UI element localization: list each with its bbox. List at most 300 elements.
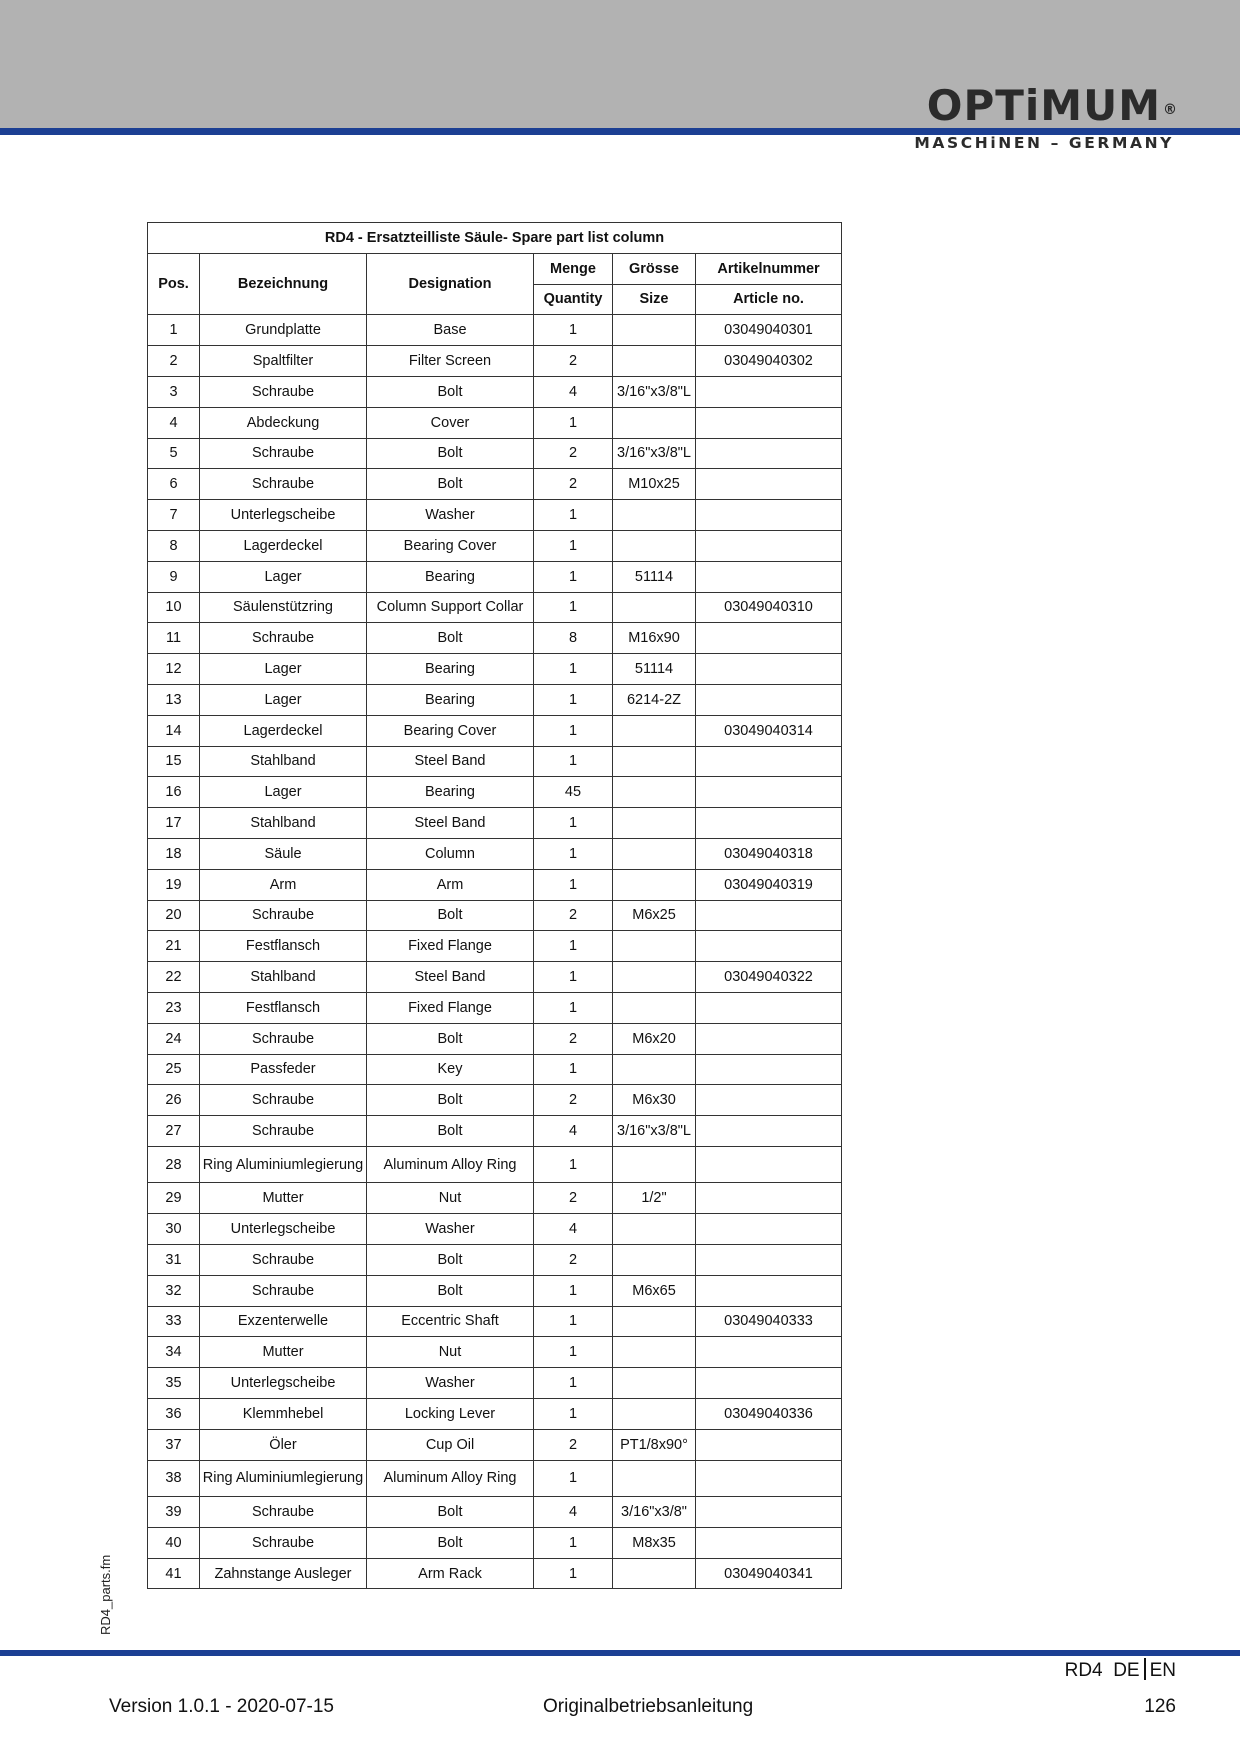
table-row [148, 438, 842, 469]
source-file-label: RD4_parts.fm [98, 1554, 113, 1635]
table-row [148, 346, 842, 377]
cell-bezeichnung: Passfeder [200, 1054, 367, 1085]
cell-size [613, 1054, 696, 1085]
cell-article-no [696, 623, 842, 654]
footer-manual-title: Originalbetriebsanleitung [543, 1696, 754, 1717]
cell-quantity: 1 [534, 1146, 613, 1183]
table-row [148, 530, 842, 561]
cell-quantity: 1 [534, 1337, 613, 1368]
cell-bezeichnung: Exzenterwelle [200, 1306, 367, 1337]
table-row [148, 315, 842, 346]
cell-article-no: 03049040318 [696, 838, 842, 869]
cell-size [613, 1214, 696, 1245]
cell-quantity: 1 [534, 530, 613, 561]
cell-pos: 20 [148, 900, 200, 931]
cell-designation: Nut [367, 1183, 534, 1214]
cell-pos: 40 [148, 1527, 200, 1558]
cell-quantity: 1 [534, 315, 613, 346]
cell-size: 1/2" [613, 1183, 696, 1214]
cell-quantity: 1 [534, 1275, 613, 1306]
cell-designation: Bolt [367, 623, 534, 654]
cell-article-no [696, 530, 842, 561]
cell-article-no: 03049040333 [696, 1306, 842, 1337]
cell-quantity: 1 [534, 838, 613, 869]
cell-article-no [696, 1085, 842, 1116]
cell-size: 3/16"x3/8"L [613, 438, 696, 469]
cell-article-no [696, 654, 842, 685]
cell-pos: 39 [148, 1497, 200, 1528]
cell-bezeichnung: Unterlegscheibe [200, 1214, 367, 1245]
cell-article-no [696, 1023, 842, 1054]
cell-size: 3/16"x3/8"L [613, 1116, 696, 1147]
cell-article-no [696, 931, 842, 962]
cell-quantity: 1 [534, 500, 613, 531]
cell-bezeichnung: Lager [200, 654, 367, 685]
table-row [148, 931, 842, 962]
cell-bezeichnung: Mutter [200, 1183, 367, 1214]
cell-bezeichnung: Grundplatte [200, 315, 367, 346]
cell-quantity: 2 [534, 1023, 613, 1054]
cell-pos: 35 [148, 1368, 200, 1399]
cell-article-no [696, 561, 842, 592]
cell-pos: 4 [148, 407, 200, 438]
cell-quantity: 1 [534, 808, 613, 839]
cell-designation: Column [367, 838, 534, 869]
footer-page-number: 126 [1144, 1696, 1176, 1717]
cell-designation: Eccentric Shaft [367, 1306, 534, 1337]
cell-size [613, 1245, 696, 1276]
cell-quantity: 1 [534, 746, 613, 777]
cell-size: M10x25 [613, 469, 696, 500]
table-row [148, 1429, 842, 1460]
cell-bezeichnung: Schraube [200, 1275, 367, 1306]
cell-bezeichnung: Stahlband [200, 746, 367, 777]
cell-quantity: 1 [534, 1368, 613, 1399]
cell-article-no [696, 746, 842, 777]
cell-quantity: 2 [534, 346, 613, 377]
cell-quantity: 1 [534, 654, 613, 685]
cell-size [613, 838, 696, 869]
cell-designation: Steel Band [367, 808, 534, 839]
cell-size [613, 962, 696, 993]
cell-bezeichnung: Ring Aluminiumlegierung [200, 1146, 367, 1183]
cell-pos: 9 [148, 561, 200, 592]
cell-size [613, 1146, 696, 1183]
table-row [148, 561, 842, 592]
cell-article-no [696, 1183, 842, 1214]
table-row [148, 1023, 842, 1054]
cell-pos: 29 [148, 1183, 200, 1214]
cell-designation: Bolt [367, 1497, 534, 1528]
header-designation: Designation [367, 253, 534, 315]
cell-pos: 41 [148, 1558, 200, 1589]
cell-article-no [696, 376, 842, 407]
cell-bezeichnung: Lager [200, 684, 367, 715]
cell-bezeichnung: Schraube [200, 623, 367, 654]
cell-size [613, 777, 696, 808]
cell-designation: Bolt [367, 1527, 534, 1558]
cell-pos: 11 [148, 623, 200, 654]
cell-designation: Washer [367, 500, 534, 531]
cell-bezeichnung: Stahlband [200, 962, 367, 993]
table-title: RD4 - Ersatzteilliste Säule- Spare part list column [148, 223, 842, 254]
cell-pos: 22 [148, 962, 200, 993]
cell-bezeichnung: Schraube [200, 376, 367, 407]
cell-quantity: 1 [534, 1398, 613, 1429]
header-artikelnummer: Artikelnummer [696, 253, 842, 284]
cell-designation: Nut [367, 1337, 534, 1368]
cell-quantity: 1 [534, 1558, 613, 1589]
cell-quantity: 1 [534, 592, 613, 623]
cell-article-no [696, 992, 842, 1023]
cell-pos: 31 [148, 1245, 200, 1276]
cell-bezeichnung: Abdeckung [200, 407, 367, 438]
cell-designation: Bearing Cover [367, 530, 534, 561]
table-row [148, 623, 842, 654]
cell-pos: 17 [148, 808, 200, 839]
cell-pos: 7 [148, 500, 200, 531]
cell-article-no [696, 1146, 842, 1183]
cell-bezeichnung: Säulenstützring [200, 592, 367, 623]
cell-bezeichnung: Schraube [200, 900, 367, 931]
cell-designation: Column Support Collar [367, 592, 534, 623]
cell-article-no [696, 500, 842, 531]
table-row [148, 962, 842, 993]
cell-bezeichnung: Unterlegscheibe [200, 500, 367, 531]
cell-quantity: 4 [534, 1116, 613, 1147]
table-row [148, 715, 842, 746]
table-row [148, 469, 842, 500]
cell-size: M6x25 [613, 900, 696, 931]
cell-quantity: 1 [534, 715, 613, 746]
cell-pos: 12 [148, 654, 200, 685]
header-menge: Menge [534, 253, 613, 284]
cell-pos: 5 [148, 438, 200, 469]
footer-version: Version 1.0.1 - 2020-07-15 [109, 1696, 334, 1717]
table-row [148, 684, 842, 715]
cell-article-no: 03049040302 [696, 346, 842, 377]
cell-bezeichnung: Schraube [200, 438, 367, 469]
cell-article-no [696, 1368, 842, 1399]
cell-quantity: 1 [534, 684, 613, 715]
table-row [148, 1245, 842, 1276]
table-row [148, 654, 842, 685]
cell-quantity: 8 [534, 623, 613, 654]
header-pos: Pos. [148, 253, 200, 315]
cell-quantity: 2 [534, 438, 613, 469]
cell-article-no [696, 808, 842, 839]
header-bezeichnung: Bezeichnung [200, 253, 367, 315]
cell-bezeichnung: Arm [200, 869, 367, 900]
cell-size: 51114 [613, 561, 696, 592]
table-row [148, 1398, 842, 1429]
table-row [148, 992, 842, 1023]
cell-size [613, 1398, 696, 1429]
header-quantity: Quantity [534, 284, 613, 315]
cell-bezeichnung: Spaltfilter [200, 346, 367, 377]
cell-article-no [696, 469, 842, 500]
cell-designation: Bolt [367, 1245, 534, 1276]
cell-pos: 16 [148, 777, 200, 808]
table-row [148, 1183, 842, 1214]
table-row [148, 746, 842, 777]
table-row [148, 1085, 842, 1116]
table-row [148, 777, 842, 808]
table-row [148, 1214, 842, 1245]
cell-size: M6x30 [613, 1085, 696, 1116]
cell-pos: 23 [148, 992, 200, 1023]
footer-rule [0, 1650, 1240, 1656]
cell-quantity: 1 [534, 561, 613, 592]
cell-article-no [696, 438, 842, 469]
cell-quantity: 1 [534, 1460, 613, 1497]
cell-size [613, 1558, 696, 1589]
cell-designation: Steel Band [367, 962, 534, 993]
cell-size [613, 530, 696, 561]
table-body [148, 315, 842, 1589]
cell-bezeichnung: Ring Aluminiumlegierung [200, 1460, 367, 1497]
cell-article-no: 03049040319 [696, 869, 842, 900]
brand-registered-mark: ® [1163, 102, 1178, 118]
cell-pos: 32 [148, 1275, 200, 1306]
cell-designation: Bolt [367, 1275, 534, 1306]
cell-article-no [696, 1497, 842, 1528]
cell-pos: 24 [148, 1023, 200, 1054]
cell-article-no [696, 1337, 842, 1368]
cell-designation: Bolt [367, 1116, 534, 1147]
footer-lang-de: DE [1113, 1660, 1140, 1681]
cell-designation: Bolt [367, 469, 534, 500]
cell-pos: 38 [148, 1460, 200, 1497]
table-row [148, 1054, 842, 1085]
cell-pos: 30 [148, 1214, 200, 1245]
cell-pos: 18 [148, 838, 200, 869]
cell-quantity: 1 [534, 1054, 613, 1085]
cell-quantity: 1 [534, 1527, 613, 1558]
cell-pos: 37 [148, 1429, 200, 1460]
cell-bezeichnung: Schraube [200, 1023, 367, 1054]
cell-quantity: 4 [534, 376, 613, 407]
table-row [148, 376, 842, 407]
table-row [148, 1306, 842, 1337]
cell-pos: 27 [148, 1116, 200, 1147]
footer-lang-separator [1144, 1658, 1146, 1680]
cell-quantity: 1 [534, 1306, 613, 1337]
cell-size: M6x20 [613, 1023, 696, 1054]
cell-article-no [696, 1245, 842, 1276]
cell-size: 51114 [613, 654, 696, 685]
table-row [148, 592, 842, 623]
cell-pos: 36 [148, 1398, 200, 1429]
cell-size: M16x90 [613, 623, 696, 654]
cell-size: M8x35 [613, 1527, 696, 1558]
cell-bezeichnung: Säule [200, 838, 367, 869]
cell-article-no: 03049040336 [696, 1398, 842, 1429]
cell-size: M6x65 [613, 1275, 696, 1306]
header-article-no: Article no. [696, 284, 842, 315]
cell-bezeichnung: Zahnstange Ausleger [200, 1558, 367, 1589]
cell-pos: 33 [148, 1306, 200, 1337]
cell-size [613, 869, 696, 900]
brand-logo [878, 82, 1178, 162]
cell-designation: Fixed Flange [367, 992, 534, 1023]
cell-bezeichnung: Öler [200, 1429, 367, 1460]
cell-size: 3/16"x3/8"L [613, 376, 696, 407]
table-row [148, 869, 842, 900]
cell-quantity: 1 [534, 931, 613, 962]
cell-bezeichnung: Festflansch [200, 992, 367, 1023]
table-row [148, 1460, 842, 1497]
cell-designation: Bolt [367, 1085, 534, 1116]
cell-article-no [696, 407, 842, 438]
cell-bezeichnung: Schraube [200, 1116, 367, 1147]
cell-size [613, 1306, 696, 1337]
cell-bezeichnung: Lagerdeckel [200, 715, 367, 746]
cell-size [613, 1368, 696, 1399]
table-row [148, 500, 842, 531]
cell-designation: Bearing [367, 654, 534, 685]
cell-pos: 25 [148, 1054, 200, 1085]
cell-pos: 13 [148, 684, 200, 715]
cell-designation: Key [367, 1054, 534, 1085]
brand-name: OPTiMUM [926, 81, 1161, 130]
cell-designation: Steel Band [367, 746, 534, 777]
cell-bezeichnung: Mutter [200, 1337, 367, 1368]
cell-article-no [696, 1275, 842, 1306]
cell-designation: Aluminum Alloy Ring [367, 1146, 534, 1183]
cell-designation: Base [367, 315, 534, 346]
cell-size [613, 808, 696, 839]
cell-quantity: 2 [534, 1429, 613, 1460]
table-row [148, 1527, 842, 1558]
cell-bezeichnung: Schraube [200, 1085, 367, 1116]
cell-bezeichnung: Festflansch [200, 931, 367, 962]
table-row [148, 1558, 842, 1589]
cell-designation: Filter Screen [367, 346, 534, 377]
cell-article-no: 03049040322 [696, 962, 842, 993]
cell-pos: 2 [148, 346, 200, 377]
cell-designation: Bearing [367, 777, 534, 808]
cell-pos: 15 [148, 746, 200, 777]
cell-size [613, 715, 696, 746]
cell-designation: Locking Lever [367, 1398, 534, 1429]
cell-designation: Cup Oil [367, 1429, 534, 1460]
cell-designation: Aluminum Alloy Ring [367, 1460, 534, 1497]
cell-designation: Bearing Cover [367, 715, 534, 746]
cell-bezeichnung: Schraube [200, 1527, 367, 1558]
cell-designation: Bearing [367, 561, 534, 592]
footer-lang-en: EN [1149, 1660, 1176, 1681]
cell-size [613, 746, 696, 777]
cell-article-no [696, 1214, 842, 1245]
cell-size [613, 500, 696, 531]
cell-quantity: 1 [534, 407, 613, 438]
table-row [148, 808, 842, 839]
cell-quantity: 2 [534, 1245, 613, 1276]
cell-pos: 28 [148, 1146, 200, 1183]
cell-quantity: 2 [534, 900, 613, 931]
cell-size [613, 592, 696, 623]
table-row [148, 1275, 842, 1306]
table-row [148, 1116, 842, 1147]
footer-model: RD4 [1064, 1660, 1103, 1681]
cell-designation: Bolt [367, 1023, 534, 1054]
cell-size: 6214-2Z [613, 684, 696, 715]
cell-bezeichnung: Lager [200, 777, 367, 808]
spare-parts-table [147, 222, 842, 1589]
cell-bezeichnung: Unterlegscheibe [200, 1368, 367, 1399]
brand-subtitle: MASCHiNEN – GERMANY [914, 134, 1174, 152]
cell-article-no [696, 1116, 842, 1147]
cell-bezeichnung: Schraube [200, 469, 367, 500]
cell-quantity: 1 [534, 962, 613, 993]
cell-quantity: 2 [534, 469, 613, 500]
cell-size [613, 407, 696, 438]
cell-quantity: 2 [534, 1183, 613, 1214]
cell-article-no: 03049040310 [696, 592, 842, 623]
cell-pos: 1 [148, 315, 200, 346]
cell-bezeichnung: Stahlband [200, 808, 367, 839]
cell-article-no: 03049040341 [696, 1558, 842, 1589]
cell-pos: 6 [148, 469, 200, 500]
table-row [148, 1368, 842, 1399]
cell-designation: Bolt [367, 900, 534, 931]
cell-pos: 8 [148, 530, 200, 561]
cell-designation: Arm [367, 869, 534, 900]
cell-pos: 14 [148, 715, 200, 746]
table-row [148, 407, 842, 438]
footer-doc-id [1065, 1658, 1176, 1682]
cell-pos: 19 [148, 869, 200, 900]
cell-bezeichnung: Klemmhebel [200, 1398, 367, 1429]
cell-quantity: 45 [534, 777, 613, 808]
cell-article-no [696, 1460, 842, 1497]
cell-article-no: 03049040314 [696, 715, 842, 746]
cell-bezeichnung: Schraube [200, 1497, 367, 1528]
cell-quantity: 1 [534, 869, 613, 900]
cell-bezeichnung: Lagerdeckel [200, 530, 367, 561]
cell-article-no [696, 684, 842, 715]
cell-pos: 3 [148, 376, 200, 407]
header-groesse: Grösse [613, 253, 696, 284]
cell-size [613, 931, 696, 962]
cell-designation: Bolt [367, 438, 534, 469]
cell-quantity: 2 [534, 1085, 613, 1116]
cell-pos: 21 [148, 931, 200, 962]
cell-bezeichnung: Schraube [200, 1245, 367, 1276]
cell-designation: Bearing [367, 684, 534, 715]
cell-size: PT1/8x90° [613, 1429, 696, 1460]
cell-article-no [696, 1429, 842, 1460]
cell-size [613, 992, 696, 1023]
cell-article-no: 03049040301 [696, 315, 842, 346]
cell-designation: Washer [367, 1368, 534, 1399]
cell-designation: Bolt [367, 376, 534, 407]
cell-pos: 26 [148, 1085, 200, 1116]
cell-size [613, 346, 696, 377]
header-size: Size [613, 284, 696, 315]
cell-bezeichnung: Lager [200, 561, 367, 592]
cell-size [613, 1460, 696, 1497]
cell-size [613, 315, 696, 346]
table-row [148, 1337, 842, 1368]
table-row [148, 838, 842, 869]
cell-article-no [696, 1054, 842, 1085]
cell-quantity: 4 [534, 1497, 613, 1528]
cell-quantity: 4 [534, 1214, 613, 1245]
cell-designation: Washer [367, 1214, 534, 1245]
table-row [148, 1146, 842, 1183]
